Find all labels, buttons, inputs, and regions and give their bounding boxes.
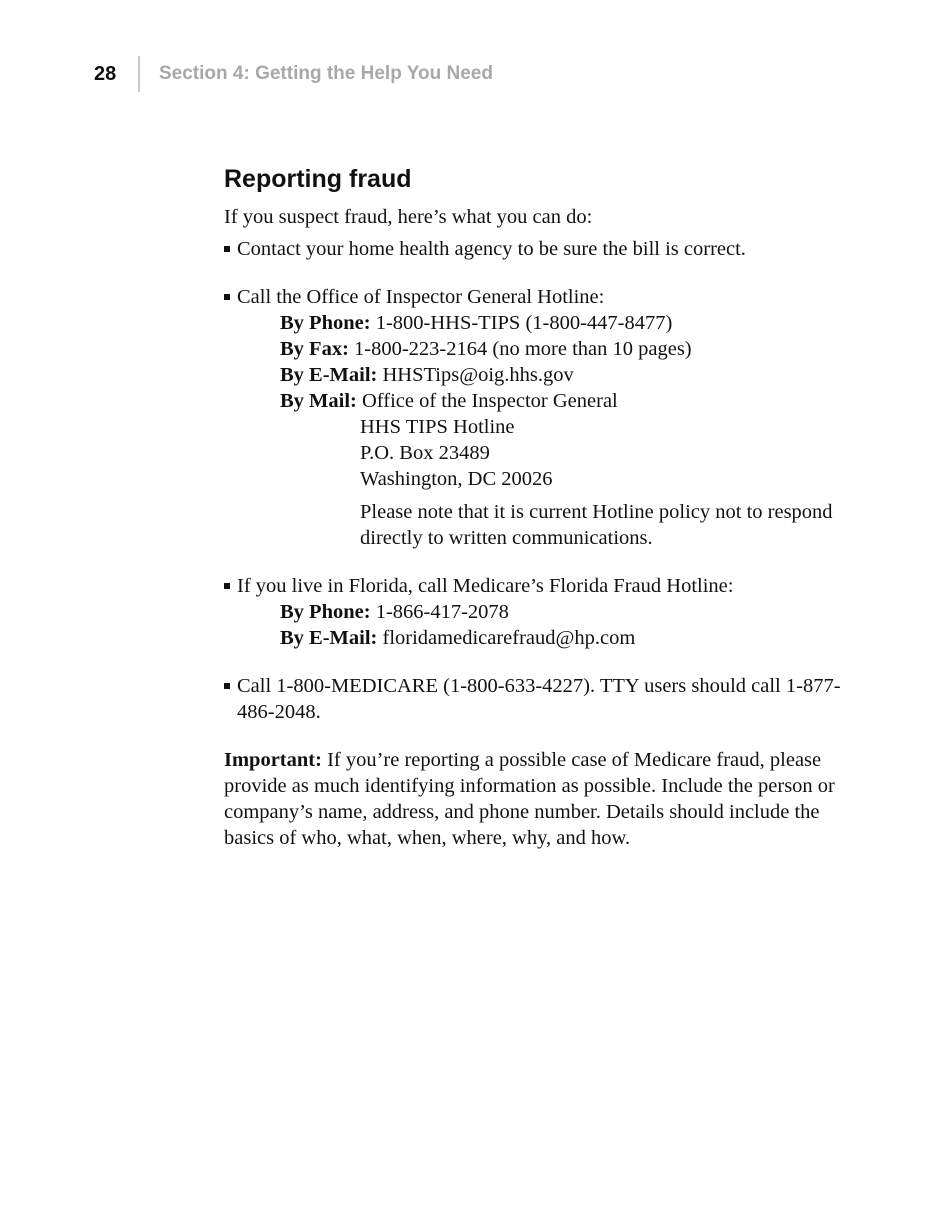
mail-address-line: P.O. Box 23489 — [360, 442, 490, 464]
phone-value: 1-800-HHS-TIPS (1-800-447-8477) — [370, 312, 673, 334]
section-title: Section 4: Getting the Help You Need — [159, 63, 493, 84]
bullet-text: Call the Office of Inspector General Hotline: — [237, 286, 605, 308]
hotline-policy-note: Please note that it is current Hotline policy not to respond directly to written communications. — [360, 501, 833, 549]
important-paragraph — [224, 747, 844, 851]
intro-text: If you suspect fraud, here’s what you can do: — [224, 206, 593, 228]
header-divider — [138, 56, 140, 92]
list-item — [224, 236, 844, 262]
bullet-text: Call 1-800-MEDICARE (1-800-633-4227). TTY users should call 1-877-486-2048. — [237, 675, 841, 723]
email-value[interactable]: floridamedicarefraud@hp.com — [377, 627, 636, 649]
email-label: By E-Mail: — [280, 364, 378, 386]
page-number: 28 — [94, 62, 117, 85]
phone-label: By Phone: — [280, 312, 371, 334]
important-label: Important: — [224, 749, 322, 771]
phone-value: 1-866-417-2078 — [370, 601, 509, 623]
florida-contact-block — [237, 599, 844, 651]
mail-address-line: HHS TIPS Hotline — [360, 416, 515, 438]
list-item — [224, 573, 844, 651]
mail-label: By Mail: — [280, 390, 357, 412]
bullet-icon — [224, 683, 230, 689]
mail-address-line: Washington, DC 20026 — [360, 468, 553, 490]
email-value[interactable]: HHSTips@oig.hhs.gov — [377, 364, 574, 386]
bullet-text: Contact your home health agency to be sure the bill is correct. — [237, 238, 746, 260]
page-header — [94, 56, 493, 92]
email-label: By E-Mail: — [280, 627, 378, 649]
fax-label: By Fax: — [280, 338, 349, 360]
bullet-text: If you live in Florida, call Medicare’s Florida Fraud Hotline: — [237, 575, 734, 597]
main-content — [224, 162, 844, 851]
oig-contact-block — [237, 310, 844, 492]
bullet-icon — [224, 246, 230, 252]
bullet-icon — [224, 294, 230, 300]
page-heading: Reporting fraud — [224, 165, 412, 193]
mail-address-line: Office of the Inspector General — [356, 390, 618, 412]
important-text: If you’re reporting a possible case of Medicare fraud, please provide as much identifying information as possible. Include the person or company’s name, address, and phone number. Details should include the basics of who, what, when, where, why, and how. — [224, 749, 835, 849]
fax-value: 1-800-223-2164 (no more than 10 pages) — [348, 338, 692, 360]
list-item — [224, 673, 844, 725]
list-item — [224, 284, 844, 551]
phone-label: By Phone: — [280, 601, 371, 623]
bullet-icon — [224, 583, 230, 589]
